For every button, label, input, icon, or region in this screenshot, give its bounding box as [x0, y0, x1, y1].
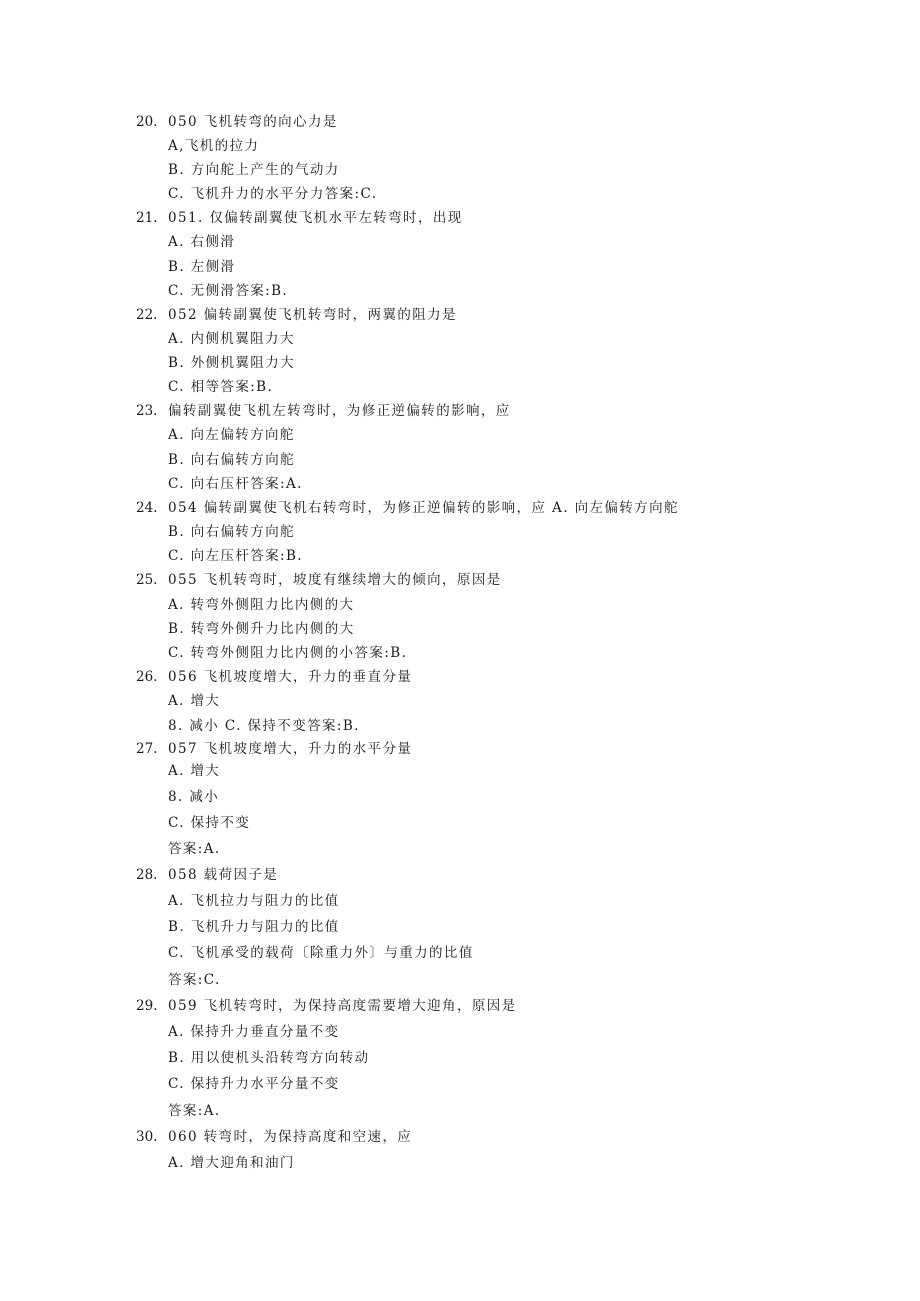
question-text: 060 转弯时，为保持高度和空速，应 [168, 1129, 413, 1145]
question-number: 25. [136, 572, 158, 588]
answer-27: 答案:A. [168, 841, 221, 857]
question-number: 23. [136, 403, 158, 419]
question-28 [136, 866, 278, 884]
question-21 [136, 209, 463, 227]
option-22-c-answer: C. 相等答案:B. [168, 379, 274, 395]
question-text: 056 飞机坡度增大，升力的垂直分量 [168, 669, 413, 685]
question-text: 054 偏转副翼使飞机右转弯时，为修正逆偏转的影响，应 A. 向左偏转方向舵 [168, 500, 679, 516]
option-27-b: 8. 减小 [168, 789, 220, 805]
question-number: 29. [136, 998, 158, 1014]
answer-28: 答案:C. [168, 972, 221, 988]
option-30-a: A. 增大迎角和油门 [168, 1155, 295, 1171]
option-24-c-answer: C. 向左压杆答案:B. [168, 548, 303, 564]
question-text: 偏转副翼使飞机左转弯时，为修正逆偏转的影响，应 [168, 403, 511, 419]
question-text: 050 飞机转弯的向心力是 [168, 114, 338, 130]
option-29-a: A. 保持升力垂直分量不变 [168, 1024, 340, 1040]
question-number: 30. [136, 1129, 158, 1145]
question-text: 057 飞机坡度增大，升力的水平分量 [168, 741, 413, 757]
question-number: 28. [136, 867, 158, 883]
question-text: 055 飞机转弯时，坡度有继续增大的倾向，原因是 [168, 572, 502, 588]
option-24-b: B. 向右偏转方向舵 [168, 524, 296, 540]
option-23-b: B. 向右偏转方向舵 [168, 452, 296, 468]
option-20-b: B. 方向舵上产生的气动力 [168, 162, 340, 178]
option-26-a: A. 增大 [168, 693, 221, 709]
option-21-a: A. 右侧滑 [168, 234, 236, 250]
question-27 [136, 740, 412, 758]
option-21-c-answer: C. 无侧滑答案:B. [168, 283, 289, 299]
question-number: 27. [136, 741, 158, 757]
option-23-a: A. 向左偏转方向舵 [168, 427, 295, 443]
question-30 [136, 1128, 412, 1146]
option-20-c-answer: C. 飞机升力的水平分力答案:C. [168, 186, 378, 202]
question-22 [136, 306, 457, 324]
question-23 [136, 402, 511, 420]
option-25-c-answer: C. 转弯外侧阻力比内侧的小答案:B. [168, 645, 408, 661]
question-text: 058 载荷因子是 [168, 867, 279, 883]
question-number: 20. [136, 114, 158, 130]
option-27-a: A. 增大 [168, 763, 221, 779]
question-20 [136, 113, 338, 131]
option-25-b: B. 转弯外侧升力比内侧的大 [168, 621, 355, 637]
option-20-a: A,飞机的拉力 [168, 138, 260, 154]
option-29-b: B. 用以使机头沿转弯方向转动 [168, 1050, 370, 1066]
question-25 [136, 571, 502, 589]
option-28-c: C. 飞机承受的载荷〔除重力外〕与重力的比值 [168, 945, 474, 961]
question-number: 26. [136, 669, 158, 685]
option-23-c-answer: C. 向右压杆答案:A. [168, 476, 303, 492]
option-22-b: B. 外侧机翼阻力大 [168, 355, 296, 371]
question-text: 059 飞机转弯时，为保持高度需要增大迎角，原因是 [168, 998, 517, 1014]
question-number: 22. [136, 307, 158, 323]
option-29-c: C. 保持升力水平分量不变 [168, 1076, 340, 1092]
option-28-a: A. 飞机拉力与阻力的比值 [168, 893, 340, 909]
question-26 [136, 668, 412, 686]
question-24 [136, 499, 679, 517]
answer-29: 答案:A. [168, 1103, 221, 1119]
option-27-c: C. 保持不变 [168, 815, 251, 831]
question-number: 24. [136, 500, 158, 516]
question-number: 21. [136, 210, 158, 226]
question-text: 052 偏转副翼使飞机转弯时，两翼的阻力是 [168, 307, 457, 323]
option-28-b: B. 飞机升力与阻力的比值 [168, 919, 340, 935]
question-29 [136, 997, 517, 1015]
option-22-a: A. 内侧机翼阻力大 [168, 331, 295, 347]
option-26-b-c-answer: 8. 减小 C. 保持不变答案:B. [168, 718, 360, 734]
option-21-b: B. 左侧滑 [168, 259, 236, 275]
option-25-a: A. 转弯外侧阻力比内侧的大 [168, 597, 355, 613]
question-text: 051. 仅偏转副翼使飞机水平左转弯时，出现 [168, 210, 463, 226]
